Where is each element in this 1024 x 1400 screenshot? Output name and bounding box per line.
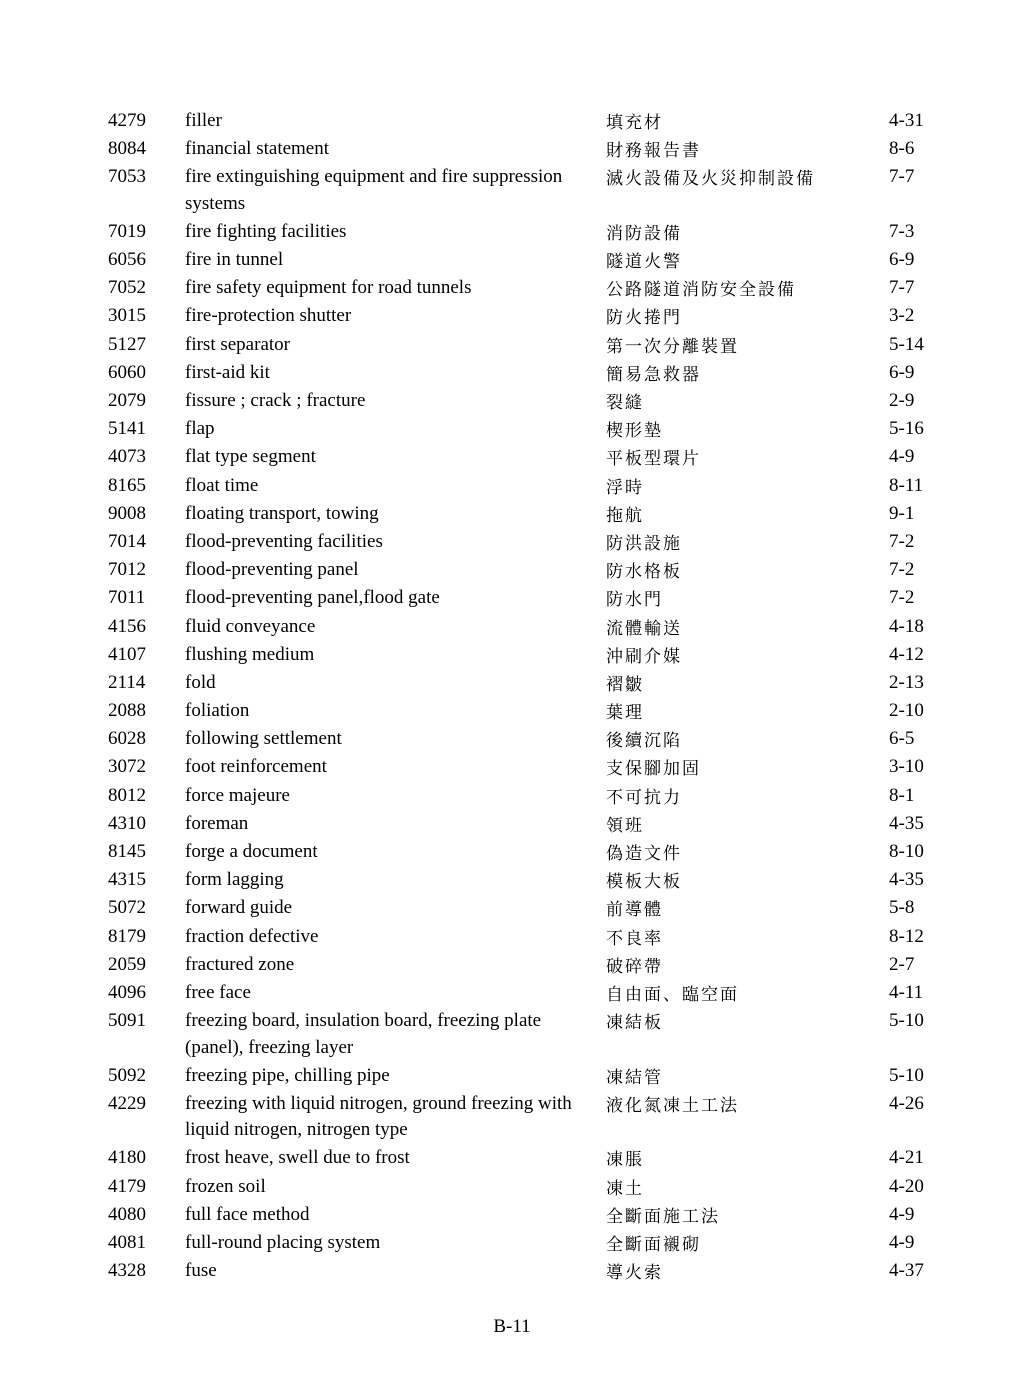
entry-chinese-term: 財務報告書 bbox=[606, 141, 701, 162]
entry-page-ref: 2-9 bbox=[889, 390, 915, 411]
entry-chinese-term: 凍脹 bbox=[606, 1150, 644, 1171]
glossary-row bbox=[0, 529, 1024, 557]
entry-page-ref: 7-7 bbox=[889, 166, 915, 188]
entry-code: 4081 bbox=[108, 1231, 146, 1253]
glossary-row bbox=[0, 952, 1024, 980]
entry-term: following settlement bbox=[185, 728, 342, 750]
glossary-row bbox=[0, 924, 1024, 952]
glossary-row bbox=[0, 164, 1024, 219]
entry-chinese-term: 凍結板 bbox=[606, 1013, 663, 1034]
entry-term: foliation bbox=[185, 700, 250, 722]
entry-code: 3072 bbox=[108, 756, 146, 778]
entry-chinese-term: 防洪設施 bbox=[606, 533, 682, 554]
entry-code: 4279 bbox=[108, 110, 146, 131]
entry-chinese-term: 不可抗力 bbox=[606, 787, 682, 808]
entry-chinese-term: 沖刷介媒 bbox=[606, 646, 682, 667]
entry-code: 7053 bbox=[108, 166, 146, 188]
entry-code: 4328 bbox=[108, 1260, 146, 1282]
glossary-row bbox=[0, 388, 1024, 416]
glossary-row bbox=[0, 108, 1024, 136]
entry-term: freezing board, insulation board, freezing plate (panel), freezing layer bbox=[185, 1010, 542, 1058]
entry-chinese-term: 液化氮凍土工法 bbox=[606, 1095, 739, 1116]
entry-page-ref: 7-2 bbox=[889, 530, 915, 552]
glossary-row bbox=[0, 1091, 1024, 1146]
entry-chinese-term: 全斷面施工法 bbox=[606, 1206, 720, 1227]
entry-chinese-term: 自由面、臨空面 bbox=[606, 984, 739, 1005]
entry-term: floating transport, towing bbox=[185, 502, 379, 524]
entry-code: 5141 bbox=[108, 418, 146, 440]
entry-term: forge a document bbox=[185, 841, 318, 862]
entry-term: flood-preventing panel bbox=[185, 559, 359, 581]
entry-chinese-term: 後續沉陷 bbox=[606, 731, 682, 752]
glossary-row bbox=[0, 867, 1024, 895]
glossary-row bbox=[0, 501, 1024, 529]
entry-term: financial statement bbox=[185, 138, 330, 160]
entry-page-ref: 6-9 bbox=[889, 249, 915, 271]
entry-code: 7019 bbox=[108, 220, 146, 242]
entry-code: 2088 bbox=[108, 700, 146, 722]
entry-term: fire in tunnel bbox=[185, 249, 284, 271]
entry-chinese-term: 葉理 bbox=[606, 703, 644, 724]
entry-page-ref: 4-26 bbox=[889, 1092, 924, 1114]
entry-chinese-term: 凍土 bbox=[606, 1178, 644, 1199]
entry-page-ref: 4-35 bbox=[889, 812, 924, 834]
entry-chinese-term: 裂縫 bbox=[606, 393, 644, 413]
entry-code: 4107 bbox=[108, 643, 146, 665]
glossary-row bbox=[0, 1174, 1024, 1202]
entry-page-ref: 6-9 bbox=[889, 361, 915, 383]
entry-page-ref: 4-11 bbox=[889, 981, 924, 1003]
entry-page-ref: 7-7 bbox=[889, 277, 915, 299]
entry-code: 7012 bbox=[108, 559, 146, 581]
entry-chinese-term: 拖航 bbox=[606, 505, 644, 526]
entry-page-ref: 8-11 bbox=[889, 474, 924, 496]
entry-code: 4229 bbox=[108, 1092, 146, 1114]
entry-page-ref: 3-2 bbox=[889, 305, 915, 327]
entry-chinese-term: 簡易急救器 bbox=[606, 364, 701, 385]
entry-code: 9008 bbox=[108, 502, 146, 524]
entry-term: first separator bbox=[185, 333, 290, 355]
entry-term: fire-protection shutter bbox=[185, 305, 352, 327]
entry-page-ref: 4-31 bbox=[889, 110, 924, 131]
entry-chinese-term: 模板大板 bbox=[606, 872, 682, 893]
entry-chinese-term: 偽造文件 bbox=[606, 844, 682, 864]
entry-chinese-term: 填充材 bbox=[606, 113, 663, 133]
entry-page-ref: 5-16 bbox=[889, 418, 924, 440]
entry-code: 4156 bbox=[108, 615, 146, 637]
entry-term: flood-preventing panel,flood gate bbox=[185, 587, 440, 609]
entry-code: 5127 bbox=[108, 333, 146, 355]
entry-term: foreman bbox=[185, 812, 249, 834]
entry-chinese-term: 不良率 bbox=[606, 928, 663, 949]
glossary-row bbox=[0, 642, 1024, 670]
entry-term: flushing medium bbox=[185, 643, 315, 665]
entry-page-ref: 5-10 bbox=[889, 1010, 924, 1032]
glossary-table bbox=[0, 108, 1024, 1286]
entry-term: force majeure bbox=[185, 784, 290, 806]
glossary-row bbox=[0, 726, 1024, 754]
entry-page-ref: 4-20 bbox=[889, 1175, 924, 1197]
entry-chinese-term: 浮時 bbox=[606, 477, 644, 498]
glossary-row bbox=[0, 444, 1024, 472]
entry-page-ref: 5-14 bbox=[889, 333, 924, 355]
entry-term: fire fighting facilities bbox=[185, 220, 347, 242]
entry-term: fissure ; crack ; fracture bbox=[185, 390, 366, 411]
glossary-row bbox=[0, 1258, 1024, 1286]
entry-chinese-term: 第一次分離裝置 bbox=[606, 336, 739, 357]
glossary-row bbox=[0, 754, 1024, 782]
entry-code: 8165 bbox=[108, 474, 146, 496]
entry-code: 2059 bbox=[108, 953, 146, 975]
entry-chinese-term: 支保腳加固 bbox=[606, 759, 701, 780]
entry-page-ref: 2-10 bbox=[889, 700, 924, 722]
entry-page-ref: 8-10 bbox=[889, 841, 924, 862]
glossary-row bbox=[0, 332, 1024, 360]
entry-chinese-term: 平板型環片 bbox=[606, 449, 701, 470]
entry-page-ref: 2-7 bbox=[889, 953, 915, 975]
entry-term: foot reinforcement bbox=[185, 756, 327, 778]
entry-code: 4180 bbox=[108, 1147, 146, 1169]
glossary-row bbox=[0, 585, 1024, 613]
entry-code: 8145 bbox=[108, 841, 146, 862]
entry-chinese-term: 全斷面襯砌 bbox=[606, 1234, 701, 1255]
glossary-row bbox=[0, 980, 1024, 1008]
entry-page-ref: 4-12 bbox=[889, 643, 924, 665]
entry-page-ref: 4-37 bbox=[889, 1260, 924, 1282]
glossary-row bbox=[0, 1145, 1024, 1173]
entry-term: float time bbox=[185, 474, 259, 496]
entry-chinese-term: 滅火設備及火災抑制設備 bbox=[606, 169, 815, 190]
entry-chinese-term: 流體輸送 bbox=[606, 618, 682, 639]
entry-term: freezing pipe, chilling pipe bbox=[185, 1064, 390, 1086]
entry-code: 3015 bbox=[108, 305, 146, 327]
entry-page-ref: 5-10 bbox=[889, 1064, 924, 1086]
entry-code: 2114 bbox=[108, 671, 146, 693]
glossary-row bbox=[0, 557, 1024, 585]
glossary-row bbox=[0, 303, 1024, 331]
entry-term: flat type segment bbox=[185, 446, 316, 468]
entry-term: form lagging bbox=[185, 869, 284, 891]
entry-chinese-term: 前導體 bbox=[606, 900, 663, 921]
entry-term: fluid conveyance bbox=[185, 615, 316, 637]
entry-term: flood-preventing facilities bbox=[185, 530, 383, 552]
entry-term: fractured zone bbox=[185, 953, 295, 975]
entry-term: freezing with liquid nitrogen, ground freezing with liquid nitrogen, nitrogen type bbox=[185, 1092, 572, 1141]
glossary-row bbox=[0, 416, 1024, 444]
entry-term: flap bbox=[185, 418, 215, 440]
entry-term: filler bbox=[185, 110, 222, 131]
entry-code: 4310 bbox=[108, 812, 146, 834]
entry-page-ref: 7-2 bbox=[889, 587, 915, 609]
entry-page-ref: 8-12 bbox=[889, 925, 924, 947]
entry-page-ref: 8-1 bbox=[889, 784, 915, 806]
entry-page-ref: 4-21 bbox=[889, 1147, 924, 1169]
entry-code: 4096 bbox=[108, 981, 146, 1003]
entry-code: 7011 bbox=[108, 587, 146, 609]
entry-term: fire safety equipment for road tunnels bbox=[185, 277, 472, 299]
entry-code: 5072 bbox=[108, 897, 146, 919]
entry-chinese-term: 凍結管 bbox=[606, 1067, 663, 1088]
entry-term: full-round placing system bbox=[185, 1231, 381, 1253]
entry-code: 5091 bbox=[108, 1010, 146, 1032]
entry-chinese-term: 公路隧道消防安全設備 bbox=[606, 280, 796, 301]
entry-chinese-term: 褶皺 bbox=[606, 674, 644, 695]
entry-term: fold bbox=[185, 671, 216, 693]
entry-chinese-term: 隧道火警 bbox=[606, 252, 682, 273]
entry-page-ref: 2-13 bbox=[889, 671, 924, 693]
entry-page-ref: 7-2 bbox=[889, 559, 915, 581]
entry-page-ref: 3-10 bbox=[889, 756, 924, 778]
entry-page-ref: 4-18 bbox=[889, 615, 924, 637]
entry-chinese-term: 破碎帶 bbox=[606, 956, 663, 977]
glossary-row bbox=[0, 614, 1024, 642]
glossary-row bbox=[0, 219, 1024, 247]
entry-page-ref: 4-9 bbox=[889, 1203, 915, 1225]
entry-page-ref: 4-9 bbox=[889, 1231, 915, 1253]
entry-code: 8084 bbox=[108, 138, 146, 160]
entry-code: 7052 bbox=[108, 277, 146, 299]
entry-chinese-term: 楔形墊 bbox=[606, 421, 663, 442]
glossary-row bbox=[0, 360, 1024, 388]
glossary-row bbox=[0, 275, 1024, 303]
entry-chinese-term: 防水格板 bbox=[606, 562, 682, 583]
entry-chinese-term: 防水門 bbox=[606, 590, 663, 611]
entry-term: fuse bbox=[185, 1260, 217, 1282]
entry-code: 6060 bbox=[108, 361, 146, 383]
entry-term: frozen soil bbox=[185, 1175, 266, 1197]
entry-term: frost heave, swell due to frost bbox=[185, 1147, 410, 1169]
entry-page-ref: 6-5 bbox=[889, 728, 915, 750]
entry-chinese-term: 導火索 bbox=[606, 1263, 663, 1284]
entry-page-ref: 5-8 bbox=[889, 897, 915, 919]
entry-term: forward guide bbox=[185, 897, 293, 919]
entry-code: 4315 bbox=[108, 869, 146, 891]
entry-code: 8012 bbox=[108, 784, 146, 806]
entry-code: 8179 bbox=[108, 925, 146, 947]
glossary-row bbox=[0, 783, 1024, 811]
entry-page-ref: 7-3 bbox=[889, 220, 915, 242]
entry-chinese-term: 消防設備 bbox=[606, 223, 682, 244]
glossary-row bbox=[0, 811, 1024, 839]
entry-code: 7014 bbox=[108, 530, 146, 552]
entry-term: fraction defective bbox=[185, 925, 319, 947]
entry-code: 4080 bbox=[108, 1203, 146, 1225]
entry-term: free face bbox=[185, 981, 251, 1003]
entry-term: full face method bbox=[185, 1203, 310, 1225]
glossary-row bbox=[0, 1202, 1024, 1230]
glossary-row bbox=[0, 670, 1024, 698]
glossary-row bbox=[0, 1230, 1024, 1258]
entry-page-ref: 8-6 bbox=[889, 138, 915, 160]
entry-term: fire extinguishing equipment and fire suppression systems bbox=[185, 166, 563, 214]
glossary-row bbox=[0, 247, 1024, 275]
glossary-row bbox=[0, 1008, 1024, 1063]
glossary-row bbox=[0, 895, 1024, 923]
glossary-row bbox=[0, 136, 1024, 164]
entry-chinese-term: 領班 bbox=[606, 815, 644, 836]
glossary-row bbox=[0, 473, 1024, 501]
entry-chinese-term: 防火捲門 bbox=[606, 308, 682, 329]
entry-code: 2079 bbox=[108, 390, 146, 411]
entry-code: 6056 bbox=[108, 249, 146, 271]
glossary-row bbox=[0, 1063, 1024, 1091]
glossary-row bbox=[0, 839, 1024, 867]
entry-code: 6028 bbox=[108, 728, 146, 750]
glossary-row bbox=[0, 698, 1024, 726]
entry-code: 4179 bbox=[108, 1175, 146, 1197]
entry-code: 4073 bbox=[108, 446, 146, 468]
entry-term: first-aid kit bbox=[185, 361, 270, 383]
entry-page-ref: 9-1 bbox=[889, 502, 915, 524]
entry-code: 5092 bbox=[108, 1064, 146, 1086]
entry-page-ref: 4-35 bbox=[889, 869, 924, 891]
page-number: B-11 bbox=[493, 1316, 531, 1337]
entry-page-ref: 4-9 bbox=[889, 446, 915, 468]
